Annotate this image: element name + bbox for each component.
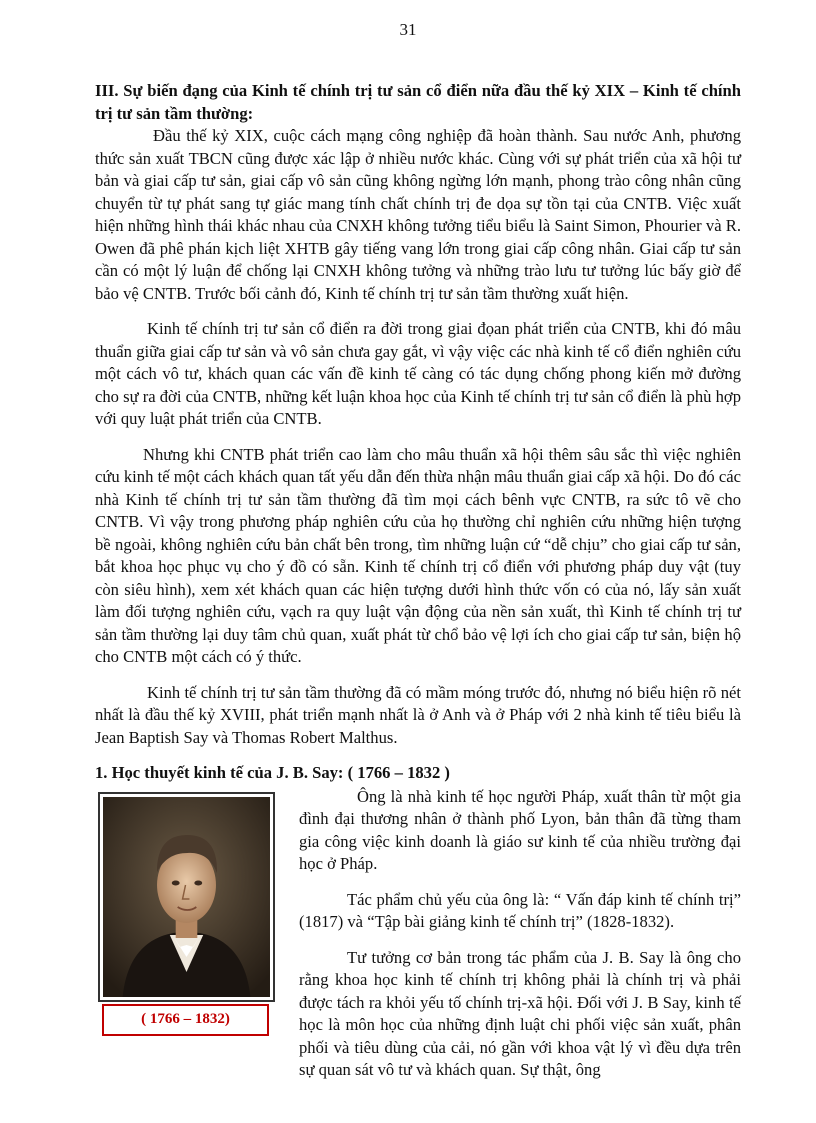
paragraph-1: Đầu thế kỷ XIX, cuộc cách mạng công nghiệp đã hoàn thành. Sau nước Anh, phương thức sản xuất TBCN cũng được xác lập ở nhiều nước khác. Cùng với sự phát triển của xã hội tư bản và giai cấp tư sản, giai cấp vô sản cũng không ngừng lớn mạnh, phong trào công nhân cũng chuyển từ tự phát sang tự giác mang tính chất chính trị đe dọa sự tồn tại của CNTB. Việc xuất hiện những hình thái khác nhau của CNXH không tưởng tiểu biểu là Saint Simon, Phourier và R. Owen đã phê phán kịch liệt XHTB gây tiếng vang lớn trong giai cấp công nhân. Giai cấp tư sản cần có một lý luận để chống lại CNXH không tưởng và những trào lưu tư tưởng lúc bấy giờ để bảo vệ CNTB. Trước bối cảnh đó, Kinh tế chính trị tư sản tầm thường xuất hiện. bbox=[95, 126, 741, 303]
paragraph-4: Kinh tế chính trị tư sản tầm thường đã có mầm móng trước đó, nhưng nó biểu hiện rõ nét nhất là đầu thế kỷ XVIII, phát triển mạnh nhất là ở Anh và ở Pháp với 2 nhà kinh tế tiêu biểu là Jean Baptish Say và Thomas Robert Malthus. bbox=[95, 682, 741, 747]
paragraph-3: Nhưng khi CNTB phát triển cao làm cho mâu thuẩn xã hội thêm sâu sắc thì việc nghiên cứu kinh tế một cách khách quan tất yếu dẫn đến thừa nhận mâu thuẩn giai cấp xã hội. Do đó các nhà Kinh tế chính trị tư sản tầm thường đã tìm mọi cách bênh vực CNTB, ra sức tô vẽ cho CNTB. Vì vậy trong phương pháp nghiên cứu của họ thường chỉ nghiên cứu những hiện tượng bề ngoài, không nghiên cứu bản chất bên trong, tìm những luận cứ “dễ chịu” cho giai cấp tư sản, bắt khoa học phục vụ cho ý đồ có sẵn. Kinh tế chính trị cổ điển với phương pháp duy vật (tuy còn siêu hình), xem xét khách quan các hiện tượng dưới hình thức vốn có của nó, lấy sản xuất làm đối tượng nghiên cứu, vạch ra quy luật vận động của nền sản xuất, thì Kinh tế chính trị tư sản tầm thường lại duy tâm chủ quan, xuất phát từ chổ bảo vệ lợi ích cho giai cấp tư sản, biện hộ cho CNTB một cách có ý thức. bbox=[95, 444, 741, 666]
portrait-image bbox=[98, 792, 275, 1002]
author-figure-row bbox=[95, 786, 741, 1116]
side-paragraph-1: Ông là nhà kinh tế học người Pháp, xuất thân từ một gia đình đại thương nhân ở thành phố Lyon, bản thân đã từng tham gia công việc kinh doanh là giáo sư kinh tế của nhiều trường đại học ở Pháp. bbox=[299, 786, 741, 873]
side-paragraph-2: Tác phẩm chủ yếu của ông là: “ Vấn đáp kinh tế chính trị” (1817) và “Tập bài giảng kinh tế chính trị” (1828-1832). bbox=[299, 889, 741, 931]
paragraph-2: Kinh tế chính trị tư sản cổ điển ra đời trong giai đọan phát triển của CNTB, khi đó mâu thuẩn giữa giai cấp tư sản và vô sản chưa gay gắt, vì vậy việc các nhà kinh tế cổ điển nghiên cứu một cách vô tư, khách quan các vấn đề kinh tế càng có tác dụng chống phong kiến mở đường cho sự ra đời của CNTB, những kết luận khoa học của Kinh tế chính trị tư sản cổ điển là phù hợp với quy luật phát triển của CNTB. bbox=[95, 319, 741, 428]
subsection-title: 1. Học thuyết kinh tế của J. B. Say: ( 1766 – 1832 ) bbox=[95, 763, 450, 782]
portrait-caption: ( 1766 – 1832) bbox=[102, 1004, 269, 1036]
page-number: 31 bbox=[399, 20, 417, 39]
side-paragraph-3: Tư tưởng cơ bản trong tác phẩm của J. B. Say là ông cho rằng khoa học kinh tế chính trị không phải là chính trị và phải được tách ra khỏi yếu tố chính trị-xã hội. Đối với J. B Say, kinh tế học là môn học của những định luật chi phối việc sản xuất, phân phối và tiêu dùng của cải, nó gần với khoa vật lý vì đều dựa trên sự quan sát vô tư và khách quan. Sự thật, ông bbox=[299, 947, 741, 1079]
author-description bbox=[299, 786, 741, 1082]
section-heading: III. Sự biến đạng của Kinh tế chính trị tư sản cổ điển nữa đầu thế kỷ XIX – Kinh tế chính trị tư sản tầm thường: bbox=[95, 81, 741, 123]
document-body bbox=[95, 80, 741, 1116]
